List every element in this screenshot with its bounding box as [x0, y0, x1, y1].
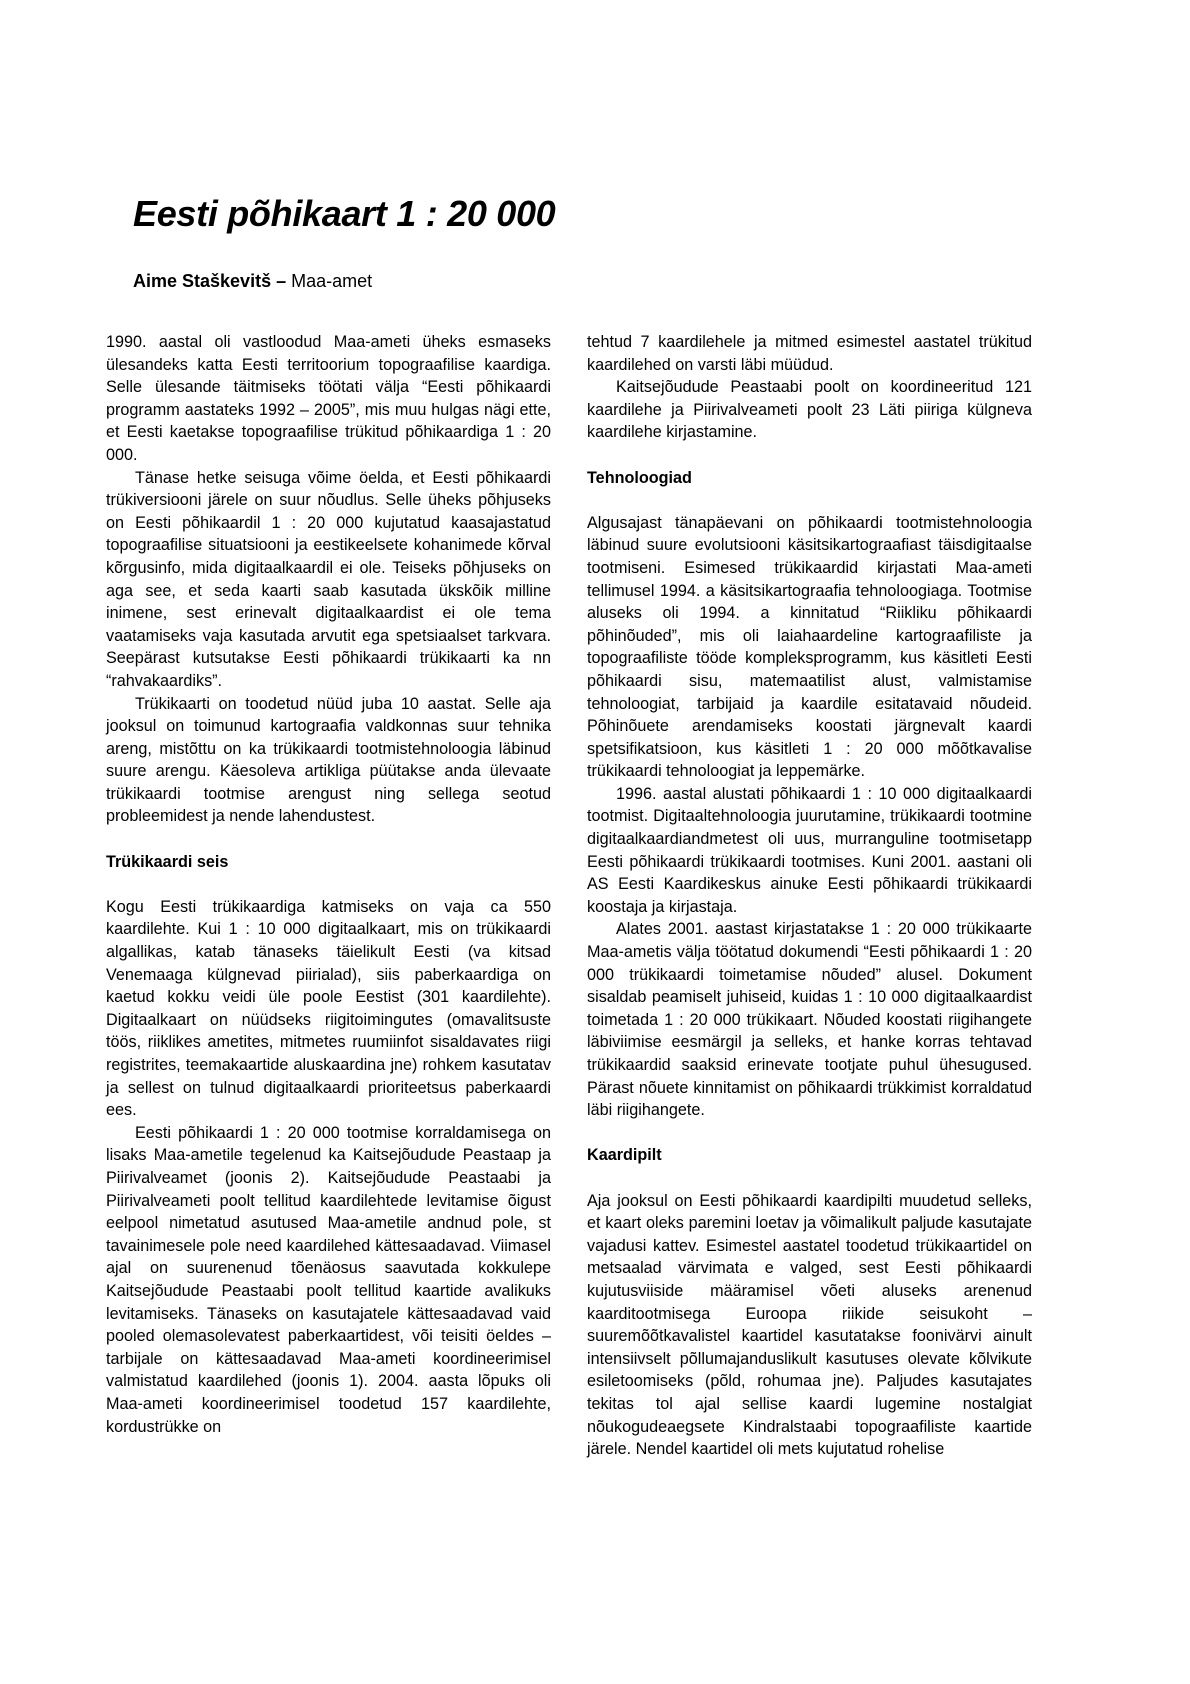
section-heading: Kaardipilt — [587, 1146, 662, 1165]
paragraph: Algusajast tänapäevani on põhikaardi tootmistehnoloogia läbinud suure evolutsiooni käsitsikartograafiast täisdigitaalse tootmiseni. Esimesed trükikaardid kirjastati Maa-ameti tellimusel 1994. a käsitsikartograafia tehnoloogiaga. Tootmise aluseks oli 1994. a kinnitatud “Riikliku põhikaardi põhinõuded”, mis oli laiahaardeline kartograafiliste ja topograafiliste tööde kompleksprogramm, kus käsitleti Eesti põhikaardi sisu, matemaatilist alust, valmistamise tehnoloogiat, tarbijaid ja kaardile esitatavaid nõudeid. Põhinõuete arendamiseks koostati järgnevalt kaardi spetsifikatsioon, kus käsitleti 1 : 20 000 mõõtkavalise trükikaardi tehnoloogiat ja leppemärke. — [587, 513, 1032, 781]
author-separator: – — [271, 271, 292, 291]
paragraph: Kogu Eesti trükikaardiga katmiseks on vaja ca 550 kaardilehte. Kui 1 : 10 000 digitaalkaart, mis on trükikaardi algallikas, katab tänaseks täielikult Eesti (va kitsad Venemaaga külgnevad piirialad), siis paberkaardiga on kaetud kokku veidi üle poole Eestist (301 kaardilehte). Digitaalkaart on nüüdseks riigitoimingutes (omavalitsuste töös, riiklikes ametites, mitmetes ruumiinfot sisaldavates riigi registrites, teemakaartide aluskaardina jne) rohkem kasutatav ja sellest on tulnud digitaalkaardi prioriteetsus paberkaardi ees. — [106, 897, 551, 1120]
paragraph: Eesti põhikaardi 1 : 20 000 tootmise korraldamisega on lisaks Maa-ametile tegelenud ka Kaitsejõudude Peastaap ja Piirivalveamet (joonis 2). Kaitsejõudude Peastaabi ja Piirivalveameti poolt tellitud kaardilehtede levitamise õigust eelpool nimetatud asutused Maa-ametile andnud pole, st tavainimesele pole need kaardilehed kättesaadavad. Viimasel ajal on suurenenud tõenäosus saavutada kokkulepe Kaitsejõudude Peastaabi poolt tellitud kaartide avalikuks levitamiseks. Tänaseks on kasutajatele kättesaadavad vaid pooled olemasolevatest paberkaartidest, või teisiti öeldes – tarbijale on kättesaadavad Maa-ameti koordineerimisel valmistatud kaardilehed (joonis 1). 2004. aasta lõpuks oli Maa-ameti koordineerimisel toodetud 157 kaardilehte, kordustrükke on — [106, 1123, 551, 1436]
paragraph: Kaitsejõudude Peastaabi poolt on koordineeritud 121 kaardilehe ja Piirivalveameti poolt 23 Läti piiriga külgneva kaardilehe kirjastamine. — [587, 378, 1032, 442]
paragraph: Aja jooksul on Eesti põhikaardi kaardipilti muudetud selleks, et kaart oleks paremini loetav ja võimalikult paljude kasutajate vajadusi kattev. Esimestel aastatel toodetud trükikaartidel on metsaalad värvimata e valged, sest Eesti põhikaardi kujutusviiside määramisel võeti aluseks arenenud kaarditootmisega Euroopa riikide seisukoht – suuremõõtkavalistel kaartidel kasutatakse foonivärvi ainult intensiivselt põllumajanduslikult kasutuses olevate kõlvikute esiletoomiseks (põld, rohumaa jne). Paljudes kasutajates tekitas tol ajal sellise kaardi lugemine nostalgiat nõukogudeaegsete Kindralstaabi topograafiliste kaartide järele. Nendel kaartidel oli mets kujutatud rohelise — [587, 1191, 1032, 1459]
left-column — [106, 331, 551, 1438]
paragraph: Tänase hetke seisuga võime öelda, et Eesti põhikaardi trükiversiooni järele on suur nõudlus. Selle üheks põhjuseks on Eesti põhikaardil 1 : 20 000 kujutatud kaasajastatud topograafilise situatsiooni ja eestikeelsete kohanimede kõrval kõrgusinfo, mida digitaalkaardil ei ole. Teiseks põhjuseks on aga see, et seda kaarti saab kasutada ükskõik milline inimene, sest erinevalt digitaalkaardist ei ole tema vaatamiseks vaja kasutada arvutit ega spetsiaalset tarkvara. Seepärast kutsutakse Eesti põhikaardi trükikaarti ka nn “rahvakaardiks”. — [106, 468, 551, 690]
section-heading: Tehnoloogiad — [587, 468, 692, 487]
author-affiliation: Maa-amet — [291, 271, 373, 291]
right-column — [587, 331, 1032, 1461]
paragraph: 1996. aastal alustati põhikaardi 1 : 10 000 digitaalkaardi tootmist. Digitaaltehnoloogia juurutamine, trükikaardi tootmine digitaalkaardiandmetest oli uus, murranguline tootmisetapp Eesti põhikaardi trükikaardi tootmises. Kuni 2001. aastani oli AS Eesti Kaardikeskus ainuke Eesti põhikaardi trükikaardi koostaja ja kirjastaja. — [587, 784, 1032, 916]
author-name: Aime Staškevitš — [133, 271, 272, 291]
paragraph: tehtud 7 kaardilehele ja mitmed esimestel aastatel trükitud kaardilehed on varsti läbi müüdud. — [587, 333, 1032, 374]
byline — [133, 270, 372, 292]
document-title: Eesti põhikaart 1 : 20 000 — [133, 193, 556, 234]
section-heading: Trükikaardi seis — [106, 852, 229, 871]
paragraph: Trükikaarti on toodetud nüüd juba 10 aastat. Selle aja jooksul on toimunud kartograafia valdkonnas suur tehnika areng, mistõttu on ka trükikaardi tootmistehnoloogia läbinud suure arengu. Käesoleva artikliga püütakse anda ülevaate trükikaardi tootmise arengust ning sellega seotud probleemidest ja nende lahendustest. — [106, 694, 551, 826]
paragraph: 1990. aastal oli vastloodud Maa-ameti üheks esmaseks ülesandeks katta Eesti territoorium topograafilise kaardiga. Selle ülesande täitmiseks töötati välja “Eesti põhikaardi programm aastateks 1992 – 2005”, mis muu hulgas nägi ette, et Eesti kaetakse topograafilise trükitud põhikaardiga 1 : 20 000. — [106, 333, 551, 464]
paragraph: Alates 2001. aastast kirjastatakse 1 : 20 000 trükikaarte Maa-ametis välja töötatud dokumendi “Eesti põhikaardi 1 : 20 000 trükikaardi toimetamise nõuded” alusel. Dokument sisaldab peamiselt juhiseid, kuidas 1 : 10 000 digitaalkaardist toimetada 1 : 20 000 trükikaart. Nõuded koostati riigihangete läbiviimise eesmärgil ja selleks, et hanke korras tehtavad trükikaardid saaksid erinevate tootjate puhul ühesugused. Pärast nõuete kinnitamist on põhikaardi trükkimist korraldatud läbi riigihangete. — [587, 920, 1032, 1120]
